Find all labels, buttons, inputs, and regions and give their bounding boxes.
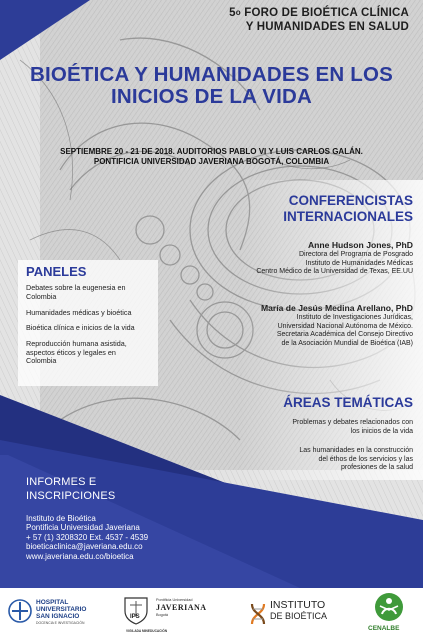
panel-item	[26, 340, 156, 366]
forum-number-sup: o	[235, 8, 241, 17]
main-title	[0, 64, 423, 108]
speaker-1-line: Instituto de Humanidades Médicas	[305, 259, 413, 267]
panel-item-line: Bioética clínica e inicios de la vida	[26, 323, 135, 332]
panel-item-line: aspectos éticos y legales en	[26, 347, 116, 357]
forum-number: 5	[229, 7, 236, 19]
javeriana-name: JAVERIANA	[156, 603, 207, 612]
instituto-emblem-icon	[248, 598, 268, 626]
cenalbe-emblem-icon	[374, 592, 404, 622]
panel-item-line: Debates sobre la eugenesia en	[26, 283, 126, 292]
theme-item	[253, 447, 413, 473]
speaker-1-line: Directora del Programa de Posgrado	[298, 251, 413, 258]
hospital-line-2: UNIVERSITARIO	[36, 606, 87, 614]
speaker-1-line: Centro Médico de la Universidad de Texas, EE.UU	[256, 268, 413, 275]
event-university: PONTIFICIA UNIVERSIDAD JAVERIANA BOGOTÁ, COLOMBIA	[93, 156, 330, 166]
cenalbe-label: CENALBE	[368, 625, 400, 632]
forum-line-1-text: FORO DE BIOÉTICA CLÍNICA	[244, 7, 409, 19]
info-heading-line-2: INSCRIPCIONES	[26, 490, 116, 502]
speakers-heading	[283, 193, 413, 225]
javeriana-note: VIGILADA MINEDUCACIÓN	[126, 629, 168, 633]
panel-item-line: Reproducción humana asistida,	[26, 339, 127, 348]
theme-item	[253, 419, 413, 436]
javeriana-city: Bogotá	[156, 613, 169, 617]
speaker-2-line: Secretaria Académica del Consejo Directivo	[276, 331, 413, 338]
info-heading-line-1: INFORMES E	[26, 476, 97, 488]
javeriana-shield-icon	[122, 595, 150, 625]
speakers-heading-line-2: INTERNACIONALES	[283, 209, 413, 224]
main-title-line-1: BIOÉTICA Y HUMANIDADES EN LOS	[29, 63, 394, 86]
hospital-subtitle: DOCENCIA E INVESTIGACIÓN	[36, 620, 85, 625]
speaker-2-name: María de Jesús Medina Arellano, PhD	[260, 303, 413, 313]
hospital-emblem-icon	[8, 598, 32, 624]
ips-label: IPS	[130, 614, 140, 620]
speaker-2-line: de la Asociación Mundial de Bioética (IAB)	[281, 339, 413, 347]
hospital-logo	[6, 588, 106, 638]
contact-block	[26, 514, 148, 561]
hospital-line-1: HOSPITAL	[36, 599, 69, 606]
theme-item-line: profesiones de la salud	[341, 464, 413, 471]
panel-item	[26, 324, 156, 333]
theme-item-line: del éthos de los servicios y las	[318, 455, 413, 463]
panel-item	[26, 309, 156, 318]
contact-phone[interactable]: + 57 (1) 3208320 Ext. 4537 - 4539	[26, 532, 149, 542]
contact-university: Pontificia Universidad Javeriana	[26, 523, 140, 533]
theme-item-line: Las humanidades en la construcción	[299, 447, 413, 454]
javeriana-top-line: Pontificia Universidad	[156, 598, 193, 602]
theme-item-line: Problemas y debates relacionados con	[292, 419, 413, 426]
instituto-bioetica-logo	[246, 588, 346, 638]
event-details	[0, 147, 423, 166]
panel-item-line: Colombia	[26, 291, 57, 301]
forum-line-2: Y HUMANIDADES EN SALUD	[245, 21, 409, 33]
info-heading	[26, 475, 115, 503]
speaker-2-line: Universidad Nacional Autónoma de México.	[277, 322, 413, 330]
main-title-line-2: INICIOS DE LA VIDA	[110, 85, 313, 108]
hospital-line-3: SAN IGNACIO	[36, 613, 80, 621]
instituto-line-2: DE BIOÉTICA	[270, 611, 328, 621]
speakers-heading-line-1: CONFERENCISTAS	[288, 193, 413, 208]
themes-heading: ÁREAS TEMÁTICAS	[283, 395, 413, 410]
contact-website[interactable]: www.javeriana.edu.co/bioetica	[26, 551, 134, 561]
sponsor-logos	[0, 588, 423, 638]
speaker-1	[256, 240, 413, 277]
cenalbe-logo	[362, 588, 418, 638]
panel-item-line: Colombia	[26, 356, 57, 366]
theme-item-line: los inicios de la vida	[350, 427, 413, 435]
contact-institute: Instituto de Bioética	[26, 514, 96, 523]
contact-email[interactable]: bioeticaclinica@javeriana.edu.co	[26, 542, 143, 552]
panel-item	[26, 284, 156, 301]
forum-header	[229, 6, 409, 34]
event-date-venue: SEPTIEMBRE 20 - 21 DE 2018. AUDITORIOS PABLO VI Y LUIS CARLOS GALÁN.	[60, 147, 363, 156]
javeriana-logo	[120, 588, 230, 638]
panels-heading: PANELES	[26, 264, 87, 279]
instituto-line-1: INSTITUTO	[270, 599, 326, 611]
speaker-1-name: Anne Hudson Jones, PhD	[307, 240, 413, 250]
panel-item-line: Humanidades médicas y bioética	[26, 308, 132, 317]
speaker-2-line: Instituto de Investigaciones Jurídicas,	[296, 314, 413, 321]
forum-line-1	[229, 6, 409, 20]
speaker-2	[261, 303, 413, 348]
